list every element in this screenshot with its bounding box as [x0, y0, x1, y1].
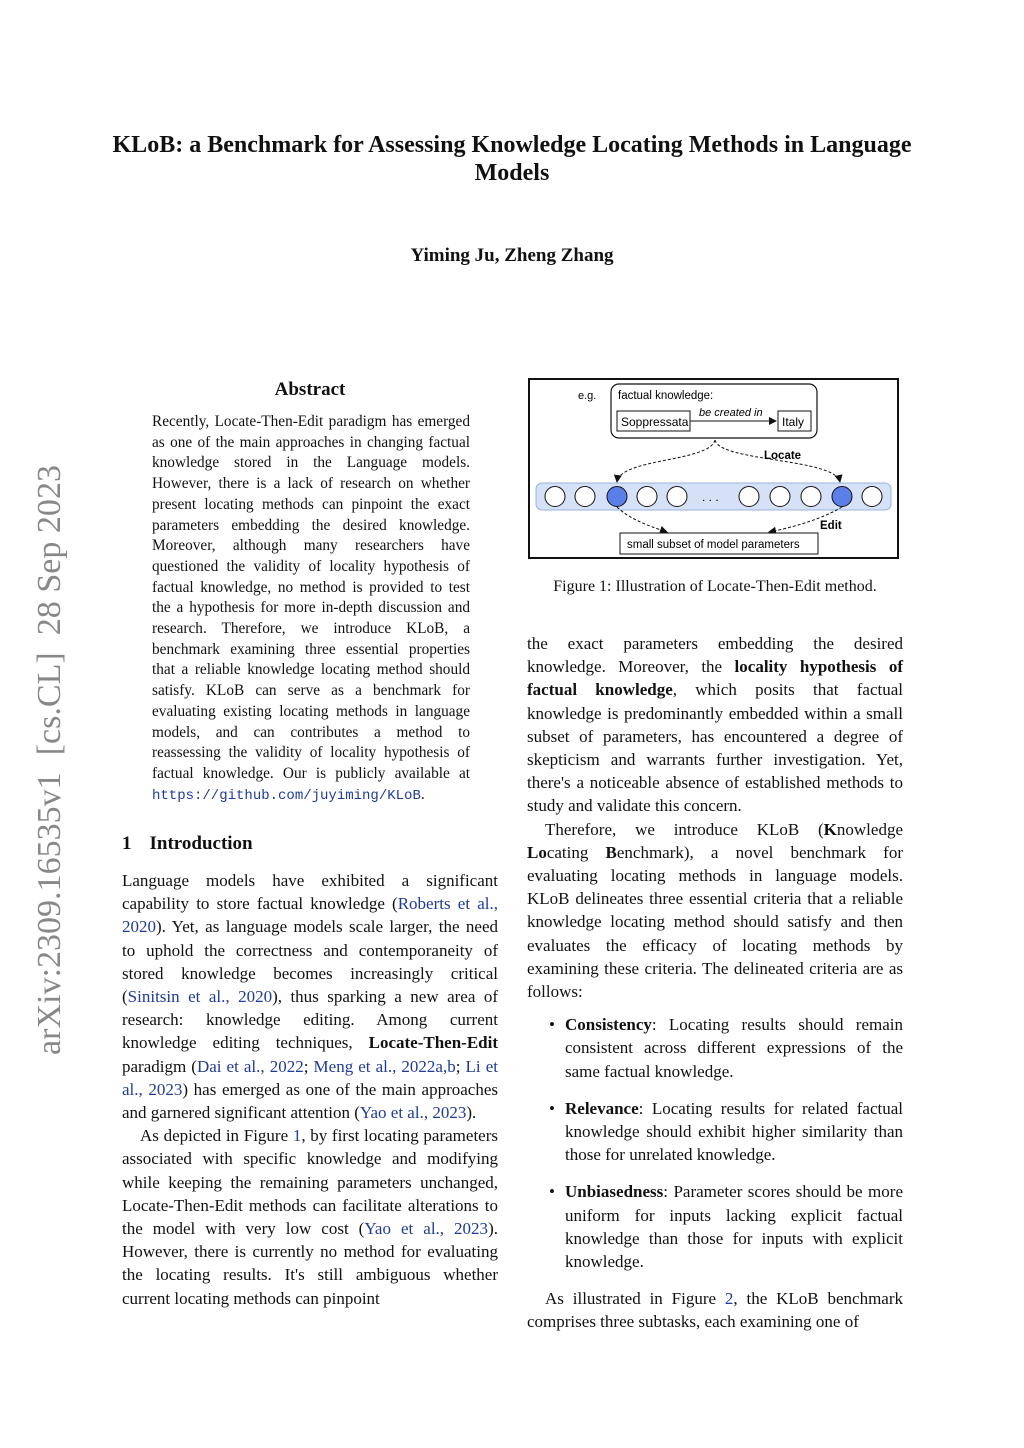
located-neuron: [607, 487, 627, 507]
text: nowledge: [836, 819, 903, 839]
citation-link[interactable]: Dai et al., 2022: [196, 1056, 304, 1076]
intro-paragraph-1: [122, 869, 498, 1124]
citation-link[interactable]: Meng et al., 2022a,b: [313, 1056, 456, 1076]
relation-text: be created in: [699, 407, 763, 419]
arxiv-stamp: [16, 460, 72, 1060]
figure-ref-link[interactable]: 2: [724, 1289, 734, 1309]
text: Language models have exhibited a significant capability to store factual knowledge (: [122, 871, 498, 914]
text: ), thus sparking a new area of research: knowledge editing. Among current knowledge editing techniques,: [122, 987, 499, 1053]
eg-label: e.g.: [578, 390, 597, 402]
paper-title: KLoB: a Benchmark for Assessing Knowledge Locating Methods in Language Models: [112, 132, 912, 186]
section-title: Introduction: [149, 833, 253, 854]
ellipsis: . . .: [702, 490, 719, 504]
bold-term: Locate-Then-Edit: [368, 1033, 498, 1053]
text: ). Yet, as language models scale larger, the need to uphold the correctness and contemporaneity of stored knowledge becomes increasingly critical (: [122, 917, 498, 1007]
bullet: •: [549, 1015, 555, 1035]
section-heading: [122, 833, 253, 855]
criterion-name: Unbiasedness: [565, 1182, 664, 1202]
text: cating: [546, 842, 606, 862]
bullet: •: [549, 1098, 555, 1118]
citation-link[interactable]: Sinitsin et al., 2020: [127, 987, 273, 1007]
neuron: [862, 487, 882, 507]
neuron: [739, 487, 759, 507]
list-item: [527, 1180, 903, 1273]
subject-text: Soppressata: [621, 415, 689, 429]
criteria-list: [527, 1013, 903, 1273]
criterion-name: Relevance: [565, 1098, 639, 1118]
edit-label: Edit: [820, 520, 842, 532]
paper-authors: Yiming Ju, Zheng Zhang: [410, 245, 614, 266]
text: , which posits that factual knowledge is predominantly embedded within a small subset of parameters, has encountered a degree of skepticism and warrants further investigation. Yet, there's a noticeable absence of established methods to study and validate this concern.: [527, 680, 903, 816]
text: Therefore, we introduce KLoB (: [545, 819, 824, 839]
abstract-text: Recently, Locate-Then-Edit paradigm has emerged as one of the main approaches in changing factual knowledge stored in the Language models. However, there is a lack of research on whether present locating methods can pinpoint the exact parameters embedding the desired knowledge. Moreover, although many researchers have questioned the validity of locality hypothesis of factual knowledge, no method is provided to test the a hypothesis for more in-depth discussion and research. Therefore, we introduce KLoB, a benchmark examining three essential properties that a reliable knowledge locating method should satisfy. KLoB can serve as a benchmark for evaluating existing locating methods in language models, and can contributes a method to reassessing the validity of locality hypothesis of factual knowledge. Our is publicly available at: [152, 413, 470, 782]
text: ;: [303, 1056, 314, 1076]
right-paragraph-1: [527, 632, 903, 818]
acronym-letter: Lo: [527, 842, 547, 862]
figure-caption: Figure 1: Illustration of Locate-Then-Edit method.: [553, 578, 877, 595]
code-link[interactable]: https://github.com/juyiming/KLoB: [152, 787, 421, 804]
bold-term: locality hypothesis of factual knowledge: [527, 657, 903, 700]
factual-knowledge-label: factual knowledge:: [618, 390, 714, 402]
object-text: Italy: [782, 415, 805, 429]
locate-arrow-left: [617, 440, 715, 482]
intro-paragraph-2: [122, 1124, 498, 1310]
citation-link[interactable]: Yao et al., 2023: [364, 1219, 489, 1239]
text: , by first locating parameters associated with specific knowledge and modifying while keeping the remaining parameters unchanged, Locate-Then-Edit methods can facilitate alterations to the model with very low cost (: [122, 1126, 498, 1239]
arxiv-stamp-text: arXiv:2309.16535v1 [cs.CL] 28 Sep 2023: [31, 465, 68, 1055]
text: ). However, there is currently no method for evaluating the locating results. It's still ambiguous whether current locating methods can pinpoint: [122, 1219, 498, 1308]
neuron: [575, 487, 595, 507]
neuron: [667, 487, 687, 507]
text: ).: [466, 1103, 477, 1123]
right-column: [527, 632, 903, 1334]
acronym-letter: K: [823, 819, 837, 839]
neuron: [637, 487, 657, 507]
left-column: [122, 869, 498, 1310]
text: enchmark), a novel benchmark for evaluating locating methods in language models. KLoB delineates three essential criteria that a reliable knowledge locating method should satisfy and then evaluates the efficacy of locating methods by examining these criteria. The delineated criteria are as follows:: [527, 842, 903, 1002]
locate-then-edit-diagram: [530, 380, 897, 557]
bullet: •: [549, 1182, 555, 1202]
text: ;: [455, 1056, 466, 1076]
list-item: [527, 1097, 903, 1167]
criterion-text: : Locating results should remain consistent across different expressions of the same factual knowledge.: [565, 1015, 903, 1081]
criterion-text: : Parameter scores should be more uniform for inputs lacking explicit factual knowledge than those for inputs with explicit knowledge.: [565, 1182, 903, 1272]
subset-text: small subset of model parameters: [627, 539, 800, 551]
criterion-text: : Locating results for related factual knowledge should exhibit higher similarity than those for unrelated knowledge.: [565, 1098, 903, 1165]
abstract-heading: Abstract: [274, 379, 346, 400]
citation-link[interactable]: Yao et al., 2023: [359, 1103, 467, 1123]
abstract-body: [152, 412, 470, 806]
text: the exact parameters embedding the desired knowledge. Moreover, the: [527, 634, 903, 677]
text: As depicted in Figure: [140, 1126, 293, 1146]
section-number: 1: [122, 833, 132, 854]
abstract-end: .: [420, 785, 425, 803]
list-item: [527, 1013, 903, 1083]
text: , the KLoB benchmark comprises three subtasks, each examining one of: [527, 1289, 904, 1332]
text: ) has emerged as one of the main approaches and garnered significant attention (: [122, 1079, 498, 1123]
right-paragraph-3: [527, 1287, 903, 1333]
citation-link[interactable]: Roberts et al., 2020: [122, 894, 499, 937]
figure-1: [528, 378, 899, 559]
neuron: [770, 487, 790, 507]
right-paragraph-2: [527, 818, 903, 1004]
text: As illustrated in Figure: [545, 1289, 725, 1309]
text: paradigm (: [122, 1056, 197, 1076]
acronym-letter: B: [605, 842, 617, 862]
figure-ref-link[interactable]: 1: [292, 1126, 302, 1146]
citation-link[interactable]: Li et al., 2023: [122, 1056, 498, 1099]
locate-label: Locate: [764, 450, 802, 462]
located-neuron: [832, 487, 852, 507]
edit-arrow-left: [617, 507, 667, 532]
criterion-name: Consistency: [565, 1015, 652, 1035]
neuron: [801, 487, 821, 507]
neuron: [545, 487, 565, 507]
